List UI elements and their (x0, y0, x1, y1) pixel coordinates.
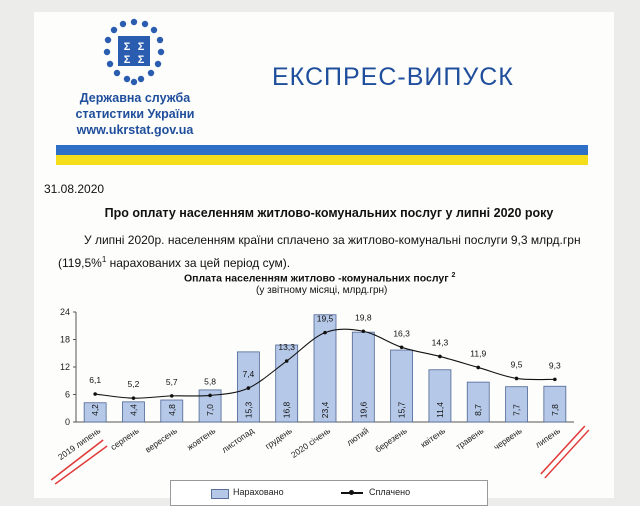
paid-value-label: 16,3 (393, 328, 410, 339)
document-page (34, 12, 614, 498)
paid-point (438, 355, 442, 359)
x-tick-label: вересень (143, 425, 179, 455)
paid-point (247, 386, 251, 390)
paid-value-label: 5,2 (127, 379, 140, 390)
paid-point (285, 359, 289, 363)
x-tick-label: лютий (344, 425, 371, 448)
paid-value-label: 9,5 (510, 359, 523, 370)
svg-text:Σ: Σ (137, 54, 145, 66)
paid-point (476, 366, 480, 370)
paid-point (323, 331, 327, 335)
paid-value-label: 6,1 (89, 375, 102, 386)
paid-point (208, 394, 212, 398)
release-date: 31.08.2020 (44, 182, 105, 196)
x-tick-label: жовтень (184, 425, 218, 453)
bar-value-label: 15,7 (396, 401, 407, 419)
bar-value-label: 16,8 (281, 401, 292, 419)
x-tick-label: грудень (263, 425, 294, 452)
summary-paragraph (58, 231, 590, 273)
svg-text:Σ: Σ (137, 41, 145, 53)
org-website: www.ukrstat.gov.ua (76, 123, 194, 137)
logo (54, 16, 214, 93)
x-tick-label: листопад (219, 425, 256, 455)
bar-value-label: 4,4 (128, 404, 139, 416)
svg-text:Σ: Σ (123, 41, 131, 53)
paid-point (170, 394, 174, 398)
paid-point (553, 378, 557, 382)
paid-value-label: 11,9 (470, 348, 487, 359)
chart-subtitle: (у звітному місяці, млрд.грн) (256, 285, 388, 296)
paid-point (515, 377, 519, 381)
paid-value-label: 19,8 (355, 312, 372, 323)
legend-marker-paid (349, 490, 354, 495)
bar-value-label: 15,3 (243, 401, 254, 419)
org-name-line: статистики України (75, 107, 195, 121)
x-tick-label: травень (453, 425, 486, 452)
bar-value-label: 7,7 (511, 404, 522, 416)
ukrstat-emblem-icon (94, 16, 174, 88)
paid-value-label: 14,3 (431, 337, 449, 348)
paid-point (132, 396, 136, 400)
y-tick-label: 0 (64, 417, 70, 427)
chart-legend (170, 480, 488, 506)
x-tick-label: червень (491, 425, 524, 453)
paid-point (362, 329, 366, 333)
express-release-banner: ЕКСПРЕС-ВИПУСК (272, 63, 514, 91)
paid-point (400, 345, 404, 349)
flag-stripe-yellow (56, 155, 588, 165)
organization-name (40, 90, 230, 138)
bar-value-label: 11,4 (434, 402, 445, 418)
x-tick-label: 2020 січень (288, 425, 333, 460)
y-tick-label: 24 (59, 307, 70, 317)
y-tick-label: 6 (64, 389, 70, 400)
chart-title-footnote: 2 (451, 272, 456, 279)
bar-value-label: 4,8 (166, 404, 177, 416)
paid-value-label: 5,7 (165, 376, 178, 387)
x-tick-label: липень (533, 425, 562, 450)
bar-value-label: 8,7 (473, 404, 484, 416)
org-name-line: Державна служба (79, 91, 191, 105)
paid-value-label: 7,4 (242, 369, 255, 380)
flag-stripe-blue (56, 145, 588, 155)
legend-label-charged: Нараховано (233, 487, 284, 497)
chart-title: Оплата населенням житлово -комунальних послуг $^2$ (184, 272, 456, 285)
payments-chart (34, 300, 614, 490)
paid-value-label: 9,3 (548, 360, 561, 371)
legend-label-paid: Сплачено (369, 487, 411, 497)
svg-text:Σ: Σ (123, 54, 131, 66)
paragraph-line: У липні 2020р. населенням країни сплачено за житлово-комунальні послуги 9,3 млрд.грн (84, 233, 581, 247)
x-tick-label: 2019 липень (56, 425, 103, 462)
x-tick-label: березень (373, 425, 409, 455)
paid-value-label: 19,5 (316, 313, 334, 324)
bar-value-label: 7,8 (549, 404, 560, 416)
bar-value-label: 4,2 (90, 404, 101, 416)
bar-value-label: 23,4 (320, 401, 330, 419)
paragraph-line: (119,5%$^1$ нарахованих за цей період сум). (58, 255, 291, 270)
x-tick-label: серпень (108, 425, 141, 453)
x-tick-label: квітень (418, 425, 448, 450)
paid-value-label: 13,3 (278, 342, 295, 353)
bar-value-label: 7,0 (205, 404, 216, 416)
footnote-marker: 1 (101, 255, 107, 264)
y-tick-label: 12 (59, 362, 70, 372)
paid-point (93, 392, 97, 396)
paid-value-label: 5,8 (204, 376, 216, 387)
bar-value-label: 19,6 (358, 401, 369, 419)
document-title: Про оплату населенням житлово-комунальних послуг у липні 2020 року (104, 206, 554, 220)
y-tick-label: 18 (59, 334, 70, 345)
